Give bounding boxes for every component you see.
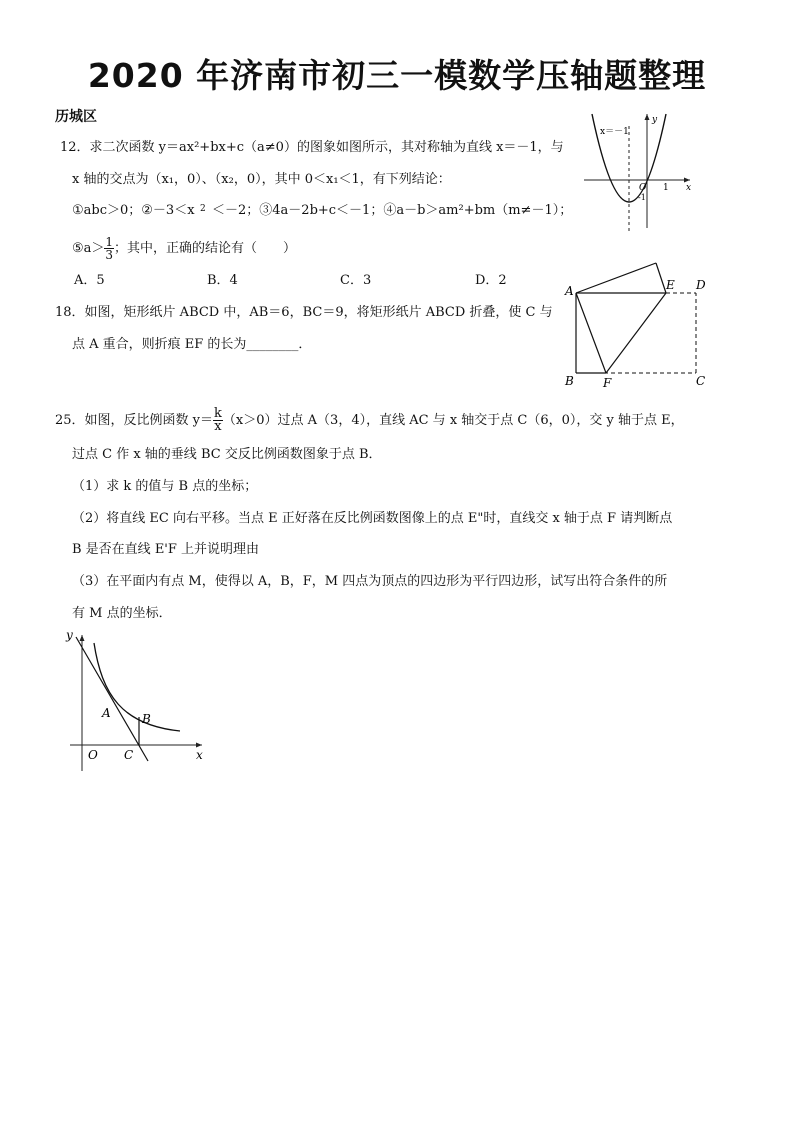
q25-label-b: B <box>142 712 151 726</box>
q18-folded-top <box>656 263 666 293</box>
q18-label-d: D <box>696 278 706 292</box>
q12-superscript: 2 <box>200 204 206 214</box>
q25-frac-den: x <box>214 419 222 434</box>
q12-option-d: D．2 <box>475 273 507 288</box>
q25-label-c: C <box>124 748 134 762</box>
q25-line-ac <box>76 637 148 761</box>
q12-parabola-figure <box>578 108 698 236</box>
q12-axis-label: x＝－1 <box>600 127 629 137</box>
q12-line4 <box>72 236 296 261</box>
q25-line1-prefix: 25．如图，反比例函数 y＝ <box>55 413 214 428</box>
q12-x-label: x <box>686 183 692 193</box>
q18-folded-side <box>576 263 656 293</box>
q25-label-o: O <box>88 748 98 762</box>
q12-frac-num: 1 <box>105 235 114 249</box>
q18-label-a: A <box>565 284 574 298</box>
q12-neg1-label: -1 <box>638 193 646 202</box>
q25-x-label: x <box>196 748 203 762</box>
q12-line2: x 轴的交点为（x₁，0）、（x₂，0），其中 0＜x₁＜1，有下列结论： <box>72 172 451 187</box>
q25-y-arrow <box>80 635 85 641</box>
q25-fraction <box>213 408 223 433</box>
q18-label-c: C <box>696 374 706 388</box>
q18-fold-line-ef <box>606 293 666 373</box>
q12-line4-suffix: ；其中，正确的结论有（ ） <box>114 241 297 256</box>
q12-line4-prefix: ⑤a＞ <box>72 241 105 256</box>
q25-line1-suffix: （x＞0）过点 A（3，4），直线 AC 与 x 轴交于点 C（6，0），交 y 轴于点 E， <box>222 413 684 428</box>
document-title: 2020 年济南市初三一模数学压轴题整理 <box>87 56 707 95</box>
q25-frac-num: k <box>214 406 222 421</box>
q12-option-a: A．5 <box>74 273 105 288</box>
q18-rectangle-figure <box>560 255 720 390</box>
q25-part3-line2: 有 M 点的坐标． <box>72 606 172 621</box>
q18-line1: 18．如图，矩形纸片 ABCD 中，AB＝6，BC＝9，将矩形纸片 ABCD 折叠，使 C 与 <box>55 305 553 320</box>
q25-label-a: A <box>102 706 111 720</box>
q12-y-label: y <box>652 115 658 125</box>
q25-part3-line1: （3）在平面内有点 M，使得以 A，B，F，M 四点为顶点的四边形为平行四边形，试写出符合条件的所 <box>72 574 668 589</box>
q18-label-b: B <box>565 374 574 388</box>
q12-line3a: ①abc＞0；②－3＜x <box>72 203 195 218</box>
q12-one-label: 1 <box>663 183 669 193</box>
q25-line1 <box>55 408 684 433</box>
q25-part2-line2: B 是否在直线 E'F 上并说明理由 <box>72 542 260 557</box>
q25-x-arrow <box>196 743 202 748</box>
q25-y-label: y <box>66 628 73 642</box>
q12-option-c: C．3 <box>340 273 372 288</box>
q12-fraction <box>104 236 114 261</box>
q12-origin-label: O <box>639 183 647 193</box>
q12-frac-den: 3 <box>105 248 114 262</box>
q12-line1: 12．求二次函数 y＝ax²+bx+c（a≠0）的图象如图所示，其对称轴为直线 x＝－1，与 <box>60 140 564 155</box>
q18-line2: 点 A 重合，则折痕 EF 的长为________． <box>72 337 312 352</box>
section-heading: 历城区 <box>55 109 97 125</box>
q12-x-arrow <box>684 178 690 183</box>
q18-label-f: F <box>603 376 612 390</box>
q12-line3b: ＜－2；③4a－2b+c＜－1；④a－b＞am²+bm（m≠－1）； <box>212 203 573 218</box>
q25-part2-line1: （2）将直线 EC 向右平移。当点 E 正好落在反比例函数图像上的点 E"时，直线交 x 轴于点 F 请判断点 <box>72 511 673 526</box>
q12-y-arrow <box>645 114 650 120</box>
q18-label-e: E <box>666 278 675 292</box>
q25-hyperbola-figure <box>62 625 212 775</box>
q18-segment-af <box>576 293 606 373</box>
q25-part1: （1）求 k 的值与 B 点的坐标； <box>72 479 258 494</box>
q25-line2: 过点 C 作 x 轴的垂线 BC 交反比例函数图象于点 B． <box>72 447 382 462</box>
q12-option-b: B．4 <box>207 273 238 288</box>
